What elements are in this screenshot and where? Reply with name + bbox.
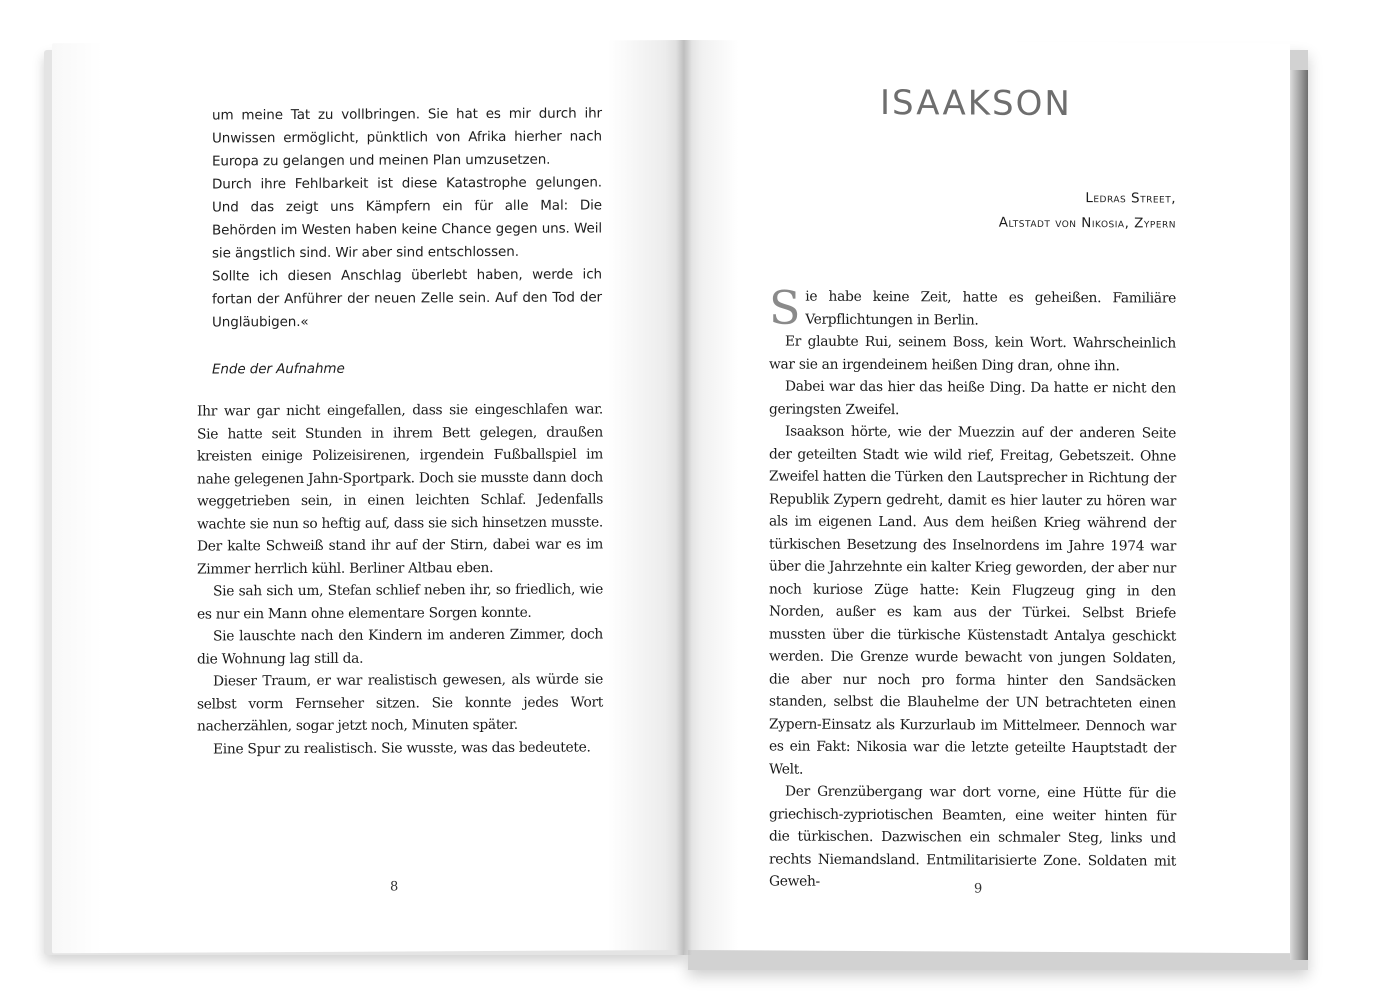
- transcript-text: [212, 102, 602, 334]
- body-paragraph: Der Grenzübergang war dort vorne, eine Hütte für die griechisch-zypriotischen Beamten, eine weiter hinten für die türkischen. Dazwischen ein schmaler Steg, links und rechts Niemandsland. Entmilitarisierte Zone. Soldaten mit Geweh-: [769, 783, 1176, 890]
- right-body-text: [769, 280, 1176, 895]
- body-paragraph: Dieser Traum, er war realistisch gewesen, als würde sie selbst vorm Fernseher sitzen. Sie konnte jedes Wort nacherzählen, sogar jetzt noch, Minuten später.: [197, 671, 603, 735]
- left-page: [52, 40, 684, 953]
- location-line-1: Ledras Street,: [1085, 190, 1176, 207]
- page-number-left: 8: [390, 879, 399, 895]
- body-paragraph: Sie sah sich um, Stefan schlief neben ihr, so friedlich, wie es nur ein Mann ohne elementare Sorgen konnte.: [197, 581, 603, 623]
- transcript-paragraph: um meine Tat zu vollbringen. Sie hat es mir durch ihr Unwissen ermöglicht, pünktlich von Afrika hierher nach Europa zu gelangen und meinen Plan umzusetzen.: [212, 105, 602, 170]
- left-body-text: [197, 398, 603, 760]
- location-heading: [844, 185, 1176, 237]
- body-paragraph: Ihr war gar nicht eingefallen, dass sie eingeschlafen war. Sie hatte seit Stunden in ihrem Bett gelegen, draußen kreisten einige Polizeisirenen, irgendein Fußballspiel im nahe gelegenen Jahn-Sportpark. Doch sie musste dann doch weggetrieben sein, in einen leichten Schlaf. Jedenfalls wachte sie nun so heftig auf, dass sie sich hinsetzen musste. Der kalte Schweiß stand ihr auf der Stirn, dabei war es im Zimmer herrlich kühl. Berliner Altbau eben.: [197, 401, 603, 578]
- end-of-recording-label: Ende der Aufnahme: [212, 360, 345, 378]
- book-edge-shadow: [1290, 70, 1308, 960]
- page-number-right: 9: [974, 881, 983, 897]
- right-page: [684, 40, 1290, 953]
- drop-cap: S: [769, 280, 801, 335]
- chapter-title: ISAAKSON: [880, 83, 1072, 125]
- body-paragraph: Dabei war das hier das heiße Ding. Da hatte er nicht den geringsten Zweifel.: [769, 378, 1176, 418]
- transcript-paragraph: Durch ihre Fehlbarkeit ist diese Katastrophe gelungen. Und das zeigt uns Kämpfern ein für alle Mal: Die Behörden im Westen haben keine Chance gegen uns. Weil sie ängstlich sind. Wir aber sind entschlossen.: [212, 174, 602, 262]
- body-paragraph: Isaakson hörte, wie der Muezzin auf der anderen Seite der geteilten Stadt wie wild rief, Freitag, Gebetszeit. Ohne Zweifel hatten die Türken den Lautsprecher in Richtung der Republik Zypern gedreht, damit es hier lauter zu hören war als im eigenen Land. Aus dem heißen Krieg während der türkischen Besetzung des Inselnordens im Jahre 1974 war über die Jahrzehnte ein kalter Krieg geworden, der aber nur noch kuriose Züge hatte: Kein Flugzeug ging in den Norden, außer es kam aus der Türkei. Selbst Briefe mussten über die türkische Küstenstadt Antalya geschickt werden. Die Grenze wurde bewacht von jungen Soldaten, die aber nur noch pro forma hinter den Sandsäcken standen, selbst die Blauhelme der UN betrachteten einen Zypern-Einsatz als Kurzurlaub im Mittelmeer. Dennoch war es ein Fakt: Nikosia war die letzte geteilte Hauptstadt der Welt.: [769, 423, 1176, 778]
- body-paragraph: Sie lauschte nach den Kindern im anderen Zimmer, doch die Wohnung lag still da.: [197, 626, 603, 668]
- opening-paragraph: [769, 280, 1176, 335]
- book-gutter: [676, 40, 692, 955]
- location-line-2: Altstadt von Nikosia, Zypern: [998, 214, 1176, 232]
- body-paragraph: Eine Spur zu realistisch. Sie wusste, was das bedeutete.: [213, 738, 591, 757]
- body-paragraph: Er glaubte Rui, seinem Boss, kein Wort. Wahrscheinlich war sie an irgendeinem heißen Ding dran, ohne ihn.: [769, 333, 1176, 374]
- opening-text: ie habe keine Zeit, hatte es geheißen. Familiäre Verpflichtungen in Berlin.: [805, 288, 1176, 329]
- transcript-paragraph: Sollte ich diesen Anschlag überlebt haben, werde ich fortan der Anführer der neuen Zelle sein. Auf den Tod der Ungläubigen.«: [212, 266, 602, 331]
